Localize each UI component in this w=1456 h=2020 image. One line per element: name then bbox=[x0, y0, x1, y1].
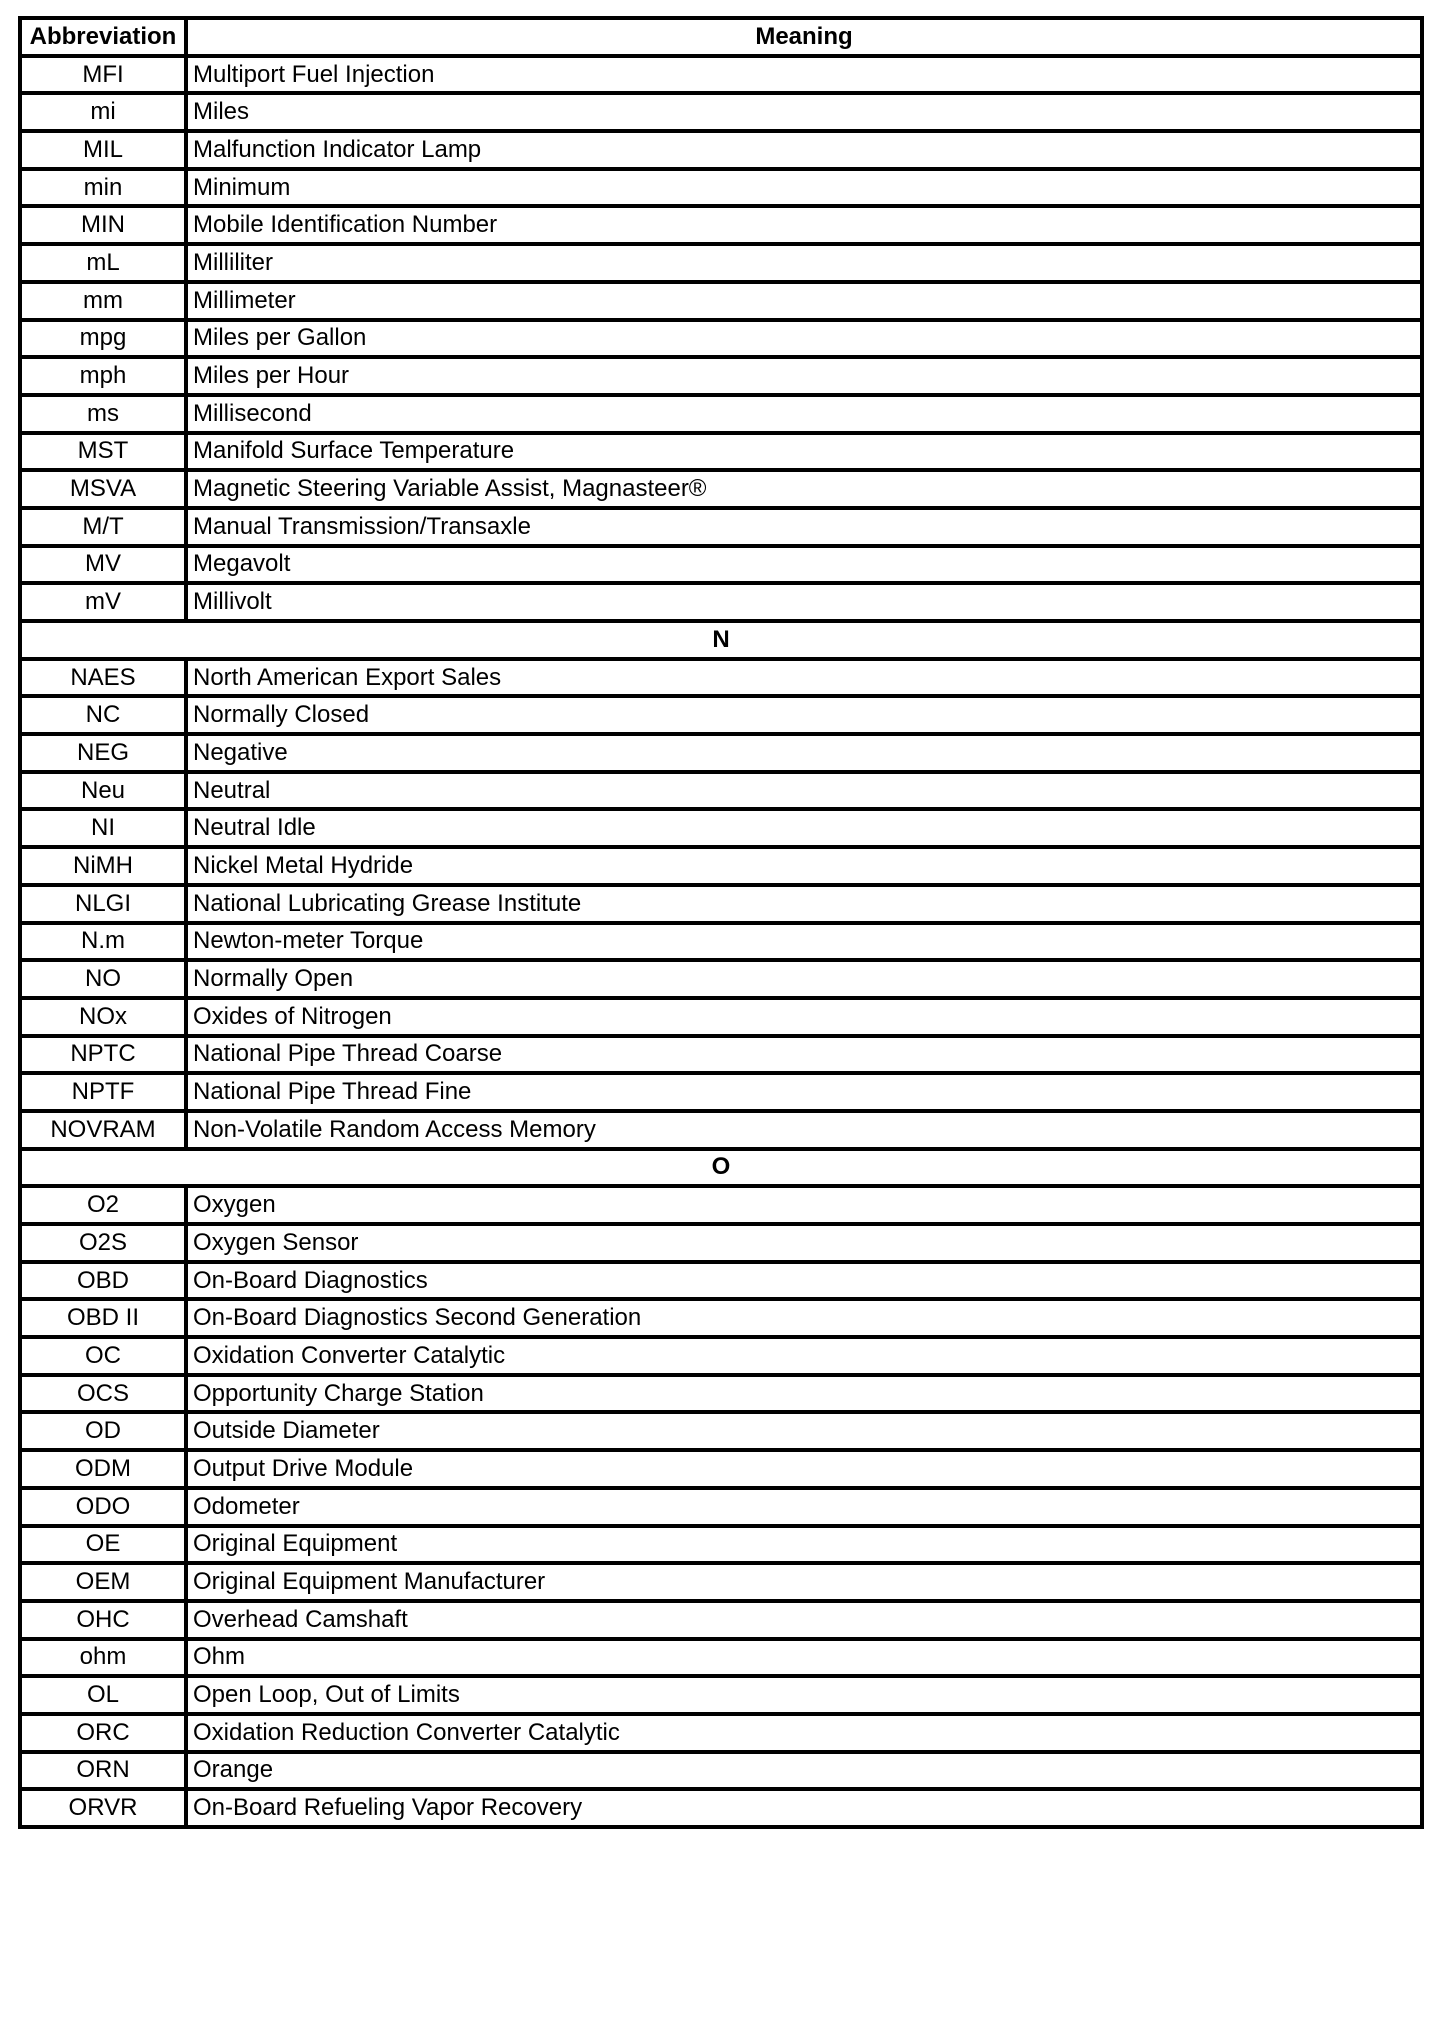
meaning-cell: Millisecond bbox=[186, 395, 1422, 433]
table-row bbox=[20, 1676, 1422, 1714]
abbreviation-cell: mpg bbox=[20, 320, 186, 358]
table-row bbox=[20, 1639, 1422, 1677]
table-row bbox=[20, 1073, 1422, 1111]
abbreviation-cell: NPTC bbox=[20, 1036, 186, 1074]
meaning-cell: Normally Closed bbox=[186, 696, 1422, 734]
abbreviation-cell: NPTF bbox=[20, 1073, 186, 1111]
meaning-cell: On-Board Diagnostics bbox=[186, 1262, 1422, 1300]
abbreviation-cell: OE bbox=[20, 1526, 186, 1564]
abbreviation-cell: min bbox=[20, 169, 186, 207]
abbreviation-cell: mL bbox=[20, 244, 186, 282]
table-row bbox=[20, 546, 1422, 584]
meaning-cell: Miles per Hour bbox=[186, 357, 1422, 395]
meaning-cell: Nickel Metal Hydride bbox=[186, 847, 1422, 885]
meaning-cell: On-Board Diagnostics Second Generation bbox=[186, 1299, 1422, 1337]
table-row bbox=[20, 809, 1422, 847]
meaning-cell: National Lubricating Grease Institute bbox=[186, 885, 1422, 923]
table-row bbox=[20, 1526, 1422, 1564]
abbreviation-cell: N.m bbox=[20, 923, 186, 961]
meaning-cell: Milliliter bbox=[186, 244, 1422, 282]
meaning-cell: National Pipe Thread Fine bbox=[186, 1073, 1422, 1111]
table-row bbox=[20, 772, 1422, 810]
meaning-cell: Oxidation Converter Catalytic bbox=[186, 1337, 1422, 1375]
table-row bbox=[20, 131, 1422, 169]
abbreviation-cell: OBD II bbox=[20, 1299, 186, 1337]
meaning-cell: Oxygen bbox=[186, 1186, 1422, 1224]
abbreviation-cell: MV bbox=[20, 546, 186, 584]
table-row bbox=[20, 1789, 1422, 1827]
abbreviation-cell: ms bbox=[20, 395, 186, 433]
table-row bbox=[20, 960, 1422, 998]
abbreviation-cell: OL bbox=[20, 1676, 186, 1714]
meaning-cell: Orange bbox=[186, 1752, 1422, 1790]
table-row bbox=[20, 1375, 1422, 1413]
table-row bbox=[20, 659, 1422, 697]
section-header-row bbox=[20, 1149, 1422, 1187]
meaning-cell: Magnetic Steering Variable Assist, Magnasteer® bbox=[186, 470, 1422, 508]
abbreviation-cell: NEG bbox=[20, 734, 186, 772]
meaning-cell: Mobile Identification Number bbox=[186, 206, 1422, 244]
section-letter: O bbox=[20, 1149, 1422, 1187]
abbreviation-cell: Neu bbox=[20, 772, 186, 810]
abbreviation-cell: ODO bbox=[20, 1488, 186, 1526]
meaning-cell: Miles bbox=[186, 93, 1422, 131]
abbreviation-cell: NiMH bbox=[20, 847, 186, 885]
table-row bbox=[20, 56, 1422, 94]
table-row bbox=[20, 433, 1422, 471]
meaning-cell: Non-Volatile Random Access Memory bbox=[186, 1111, 1422, 1149]
abbreviation-cell: OBD bbox=[20, 1262, 186, 1300]
table-row bbox=[20, 1450, 1422, 1488]
meaning-cell: Overhead Camshaft bbox=[186, 1601, 1422, 1639]
table-row bbox=[20, 1299, 1422, 1337]
abbreviation-cell: mV bbox=[20, 583, 186, 621]
table-row bbox=[20, 998, 1422, 1036]
table-row bbox=[20, 357, 1422, 395]
abbreviation-table bbox=[18, 16, 1424, 1829]
table-row bbox=[20, 1262, 1422, 1300]
table-row bbox=[20, 282, 1422, 320]
section-header-row bbox=[20, 621, 1422, 659]
abbreviation-cell: OHC bbox=[20, 1601, 186, 1639]
abbreviation-cell: mph bbox=[20, 357, 186, 395]
meaning-cell: Manual Transmission/Transaxle bbox=[186, 508, 1422, 546]
abbreviation-cell: OD bbox=[20, 1412, 186, 1450]
meaning-cell: Normally Open bbox=[186, 960, 1422, 998]
meaning-cell: Neutral bbox=[186, 772, 1422, 810]
abbreviation-cell: mi bbox=[20, 93, 186, 131]
meaning-cell: Newton-meter Torque bbox=[186, 923, 1422, 961]
table-row bbox=[20, 1337, 1422, 1375]
meaning-cell: Outside Diameter bbox=[186, 1412, 1422, 1450]
abbreviation-cell: ORVR bbox=[20, 1789, 186, 1827]
meaning-cell: Original Equipment bbox=[186, 1526, 1422, 1564]
table-row bbox=[20, 206, 1422, 244]
abbreviation-cell: MFI bbox=[20, 56, 186, 94]
table-header-row bbox=[20, 18, 1422, 56]
meaning-cell: Oxygen Sensor bbox=[186, 1224, 1422, 1262]
meaning-cell: Miles per Gallon bbox=[186, 320, 1422, 358]
abbreviation-cell: MIL bbox=[20, 131, 186, 169]
table-body bbox=[20, 56, 1422, 1827]
meaning-cell: Neutral Idle bbox=[186, 809, 1422, 847]
table-row bbox=[20, 885, 1422, 923]
table-row bbox=[20, 320, 1422, 358]
table-row bbox=[20, 1563, 1422, 1601]
table-row bbox=[20, 583, 1422, 621]
abbreviation-cell: NOx bbox=[20, 998, 186, 1036]
meaning-cell: Manifold Surface Temperature bbox=[186, 433, 1422, 471]
table-row bbox=[20, 734, 1422, 772]
table-row bbox=[20, 1714, 1422, 1752]
table-row bbox=[20, 1412, 1422, 1450]
meaning-cell: North American Export Sales bbox=[186, 659, 1422, 697]
table-row bbox=[20, 1036, 1422, 1074]
table-row bbox=[20, 1224, 1422, 1262]
meaning-cell: National Pipe Thread Coarse bbox=[186, 1036, 1422, 1074]
table-row bbox=[20, 1186, 1422, 1224]
meaning-cell: Multiport Fuel Injection bbox=[186, 56, 1422, 94]
table-row bbox=[20, 93, 1422, 131]
meaning-cell: Original Equipment Manufacturer bbox=[186, 1563, 1422, 1601]
abbreviation-cell: NI bbox=[20, 809, 186, 847]
meaning-cell: Ohm bbox=[186, 1639, 1422, 1677]
table-row bbox=[20, 244, 1422, 282]
meaning-column-header: Meaning bbox=[186, 18, 1422, 56]
meaning-cell: Opportunity Charge Station bbox=[186, 1375, 1422, 1413]
meaning-cell: Oxides of Nitrogen bbox=[186, 998, 1422, 1036]
table-row bbox=[20, 696, 1422, 734]
table-row bbox=[20, 508, 1422, 546]
abbreviation-cell: MSVA bbox=[20, 470, 186, 508]
abbreviation-cell: NLGI bbox=[20, 885, 186, 923]
table-row bbox=[20, 1752, 1422, 1790]
meaning-cell: Millimeter bbox=[186, 282, 1422, 320]
abbreviation-cell: MST bbox=[20, 433, 186, 471]
meaning-cell: On-Board Refueling Vapor Recovery bbox=[186, 1789, 1422, 1827]
meaning-cell: Millivolt bbox=[186, 583, 1422, 621]
abbreviation-cell: mm bbox=[20, 282, 186, 320]
meaning-cell: Malfunction Indicator Lamp bbox=[186, 131, 1422, 169]
abbreviation-cell: NC bbox=[20, 696, 186, 734]
meaning-cell: Negative bbox=[186, 734, 1422, 772]
abbreviation-cell: ODM bbox=[20, 1450, 186, 1488]
meaning-cell: Open Loop, Out of Limits bbox=[186, 1676, 1422, 1714]
meaning-cell: Oxidation Reduction Converter Catalytic bbox=[186, 1714, 1422, 1752]
abbreviation-cell: ORN bbox=[20, 1752, 186, 1790]
table-row bbox=[20, 847, 1422, 885]
abbreviation-cell: ohm bbox=[20, 1639, 186, 1677]
meaning-cell: Odometer bbox=[186, 1488, 1422, 1526]
abbreviation-cell: M/T bbox=[20, 508, 186, 546]
abbreviation-cell: NAES bbox=[20, 659, 186, 697]
abbreviation-cell: O2S bbox=[20, 1224, 186, 1262]
meaning-cell: Megavolt bbox=[186, 546, 1422, 584]
abbreviation-cell: ORC bbox=[20, 1714, 186, 1752]
table-row bbox=[20, 395, 1422, 433]
table-row bbox=[20, 1111, 1422, 1149]
meaning-cell: Output Drive Module bbox=[186, 1450, 1422, 1488]
abbreviation-cell: NOVRAM bbox=[20, 1111, 186, 1149]
abbreviation-cell: O2 bbox=[20, 1186, 186, 1224]
table-row bbox=[20, 1601, 1422, 1639]
meaning-cell: Minimum bbox=[186, 169, 1422, 207]
table-row bbox=[20, 923, 1422, 961]
table-row bbox=[20, 169, 1422, 207]
table-row bbox=[20, 1488, 1422, 1526]
abbreviation-cell: OC bbox=[20, 1337, 186, 1375]
section-letter: N bbox=[20, 621, 1422, 659]
abbreviation-cell: NO bbox=[20, 960, 186, 998]
table-row bbox=[20, 470, 1422, 508]
abbreviation-cell: OEM bbox=[20, 1563, 186, 1601]
abbreviation-column-header: Abbreviation bbox=[20, 18, 186, 56]
abbreviation-cell: MIN bbox=[20, 206, 186, 244]
abbreviation-cell: OCS bbox=[20, 1375, 186, 1413]
